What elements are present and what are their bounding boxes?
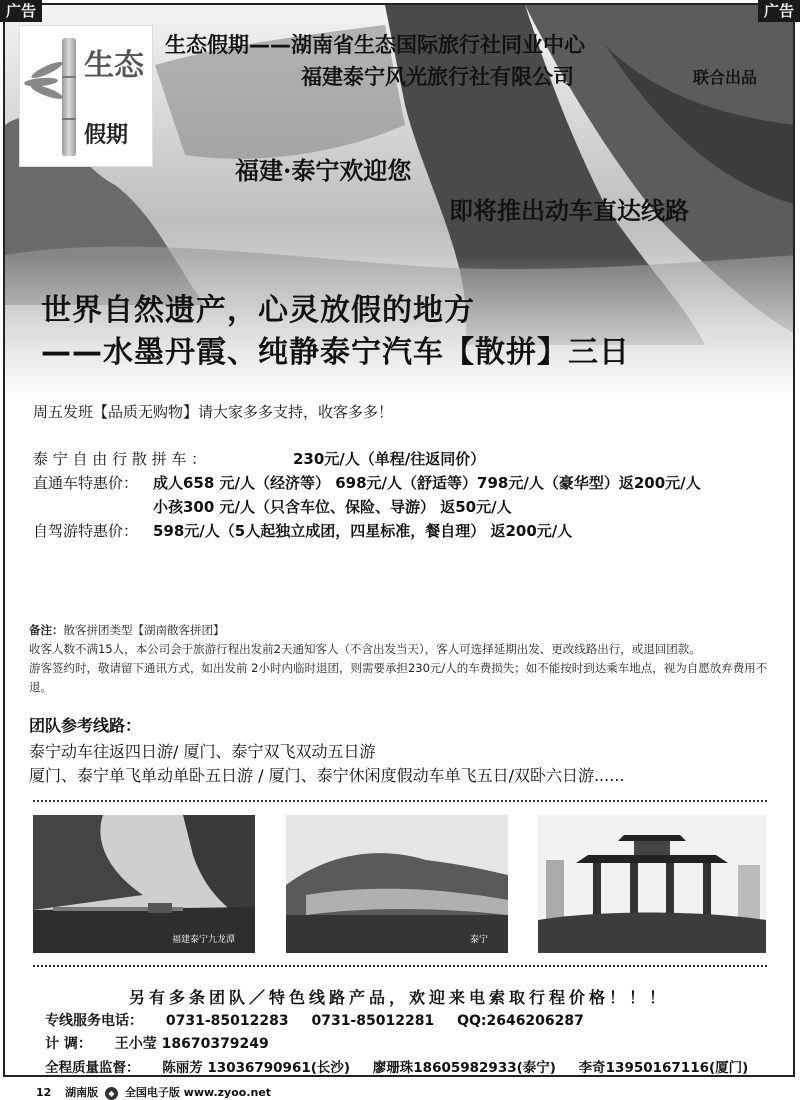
ad-label-left: 广告 [0, 0, 42, 22]
notes-line-2: 游客签约时，敬请留下通讯方式，如出发前 2小时内临时退团，则需要承担230元/人的车费损失；如不能按时到达乘车地点，视为自愿放弃费用不退。 [29, 661, 768, 694]
hotline-1: 0731-85012283 [165, 1013, 289, 1029]
supervisor-1: 陈丽芳 13036790961(长沙) [162, 1060, 351, 1076]
bamboo-icon [62, 38, 76, 156]
self-drive-price: 598元/人（5人起独立成团，四星标准，餐自理） 返200元/人 [153, 522, 573, 540]
co-production-note: 联合出品 [693, 68, 758, 87]
welcome-text: 福建·泰宁欢迎您 [235, 156, 412, 185]
self-drive-label: 自驾游特惠价： [33, 522, 139, 540]
ad-page [3, 3, 795, 1077]
hero-banner [5, 5, 793, 400]
notes-label: 备注： [29, 623, 64, 637]
route-line-2: 厦门、泰宁单飞单动单卧五日游 / 厦门、泰宁休闲度假动车单飞五日/双卧六日游...... [29, 766, 625, 785]
free-travel-label: 泰 宁 自 由 行 散 拼 车 ： [33, 450, 207, 468]
organizer-line-1: 生态假期——湖南省生态国际旅行社同业中心 [165, 33, 585, 57]
page-footer [36, 1084, 271, 1100]
divider-bottom [33, 965, 767, 967]
photo-canyon [33, 815, 255, 953]
child-price: 小孩300 元/人（只含车位、保险、导游） 返50元/人 [153, 498, 512, 516]
ad-label-right: 广告 [758, 0, 800, 22]
edition-label: 湖南版 [65, 1086, 99, 1099]
dispatch-label: 计 调： [45, 1036, 92, 1052]
page-number: 12 [36, 1086, 52, 1099]
supervision-label: 全程质量监督： [45, 1060, 140, 1076]
logo [19, 25, 153, 167]
photo-memorial-archway [538, 815, 766, 953]
direct-bus-label: 直通车特惠价： [33, 474, 139, 492]
slogan-line-1: 世界自然遗产，心灵放假的地方 [41, 293, 475, 328]
direct-bus-price: 成人658 元/人（经济等） 698元/人（舒适等）798元/人（豪华型）返200元/人 [153, 474, 701, 492]
notes-block [29, 621, 773, 697]
logo-subtitle: 假期 [84, 122, 129, 148]
routes-title: 团队参考线路： [29, 716, 142, 735]
organizer-line-2: 福建泰宁风光旅行社有限公司 [301, 65, 574, 89]
hotline-label: 专线服务电话： [45, 1013, 143, 1029]
hotline-row [45, 1010, 602, 1030]
supervisor-2: 廖珊珠18605982933(泰宁) [372, 1060, 556, 1076]
dispatch-contact: 王小莹 18670379249 [114, 1036, 269, 1052]
logo-title: 生态 [84, 48, 144, 83]
photo-danxia-cliff [286, 815, 508, 953]
brand-badge-icon: ◆ [105, 1087, 118, 1100]
free-travel-price: 230元/人（单程/往返同价） [293, 450, 486, 468]
notes-type: 散客拼团类型【湖南散客拼团】 [63, 623, 225, 637]
notes-line-1: 收客人数不满15人，本公司会于旅游行程出发前2天通知客人（不含出发当天），客人可选择延期出发、更改线路出行，或退回团款。 [29, 642, 701, 656]
qq-number: QQ:2646206287 [457, 1013, 584, 1029]
dispatch-row [45, 1033, 287, 1053]
departure-intro: 周五发班【品质无购物】请大家多多支持，收客多多！ [33, 403, 394, 421]
route-line-1: 泰宁动车往返四日游/ 厦门、泰宁双飞双动五日游 [29, 742, 376, 761]
divider-top [33, 800, 767, 802]
notes-heading [29, 621, 773, 640]
promo-line: 另有多条团队／特色线路产品，欢迎来电索取行程价格！！！ [128, 988, 669, 1007]
slogan-line-2: ——水墨丹霞、纯静泰宁汽车【散拼】三日 [41, 335, 630, 370]
supervision-row [45, 1056, 766, 1076]
leaf-icon [24, 77, 59, 88]
brand-site: 全国电子版 www.zyoo.net [124, 1086, 272, 1099]
supervisor-3: 李奇13950167116(厦门) [578, 1060, 749, 1076]
photo-caption-2: 泰宁 [469, 935, 488, 945]
photo-caption-1: 福建泰宁九龙潭 [171, 935, 235, 945]
launch-text: 即将推出动车直达线路 [449, 196, 689, 225]
hotline-2: 0731-85012281 [311, 1013, 435, 1029]
